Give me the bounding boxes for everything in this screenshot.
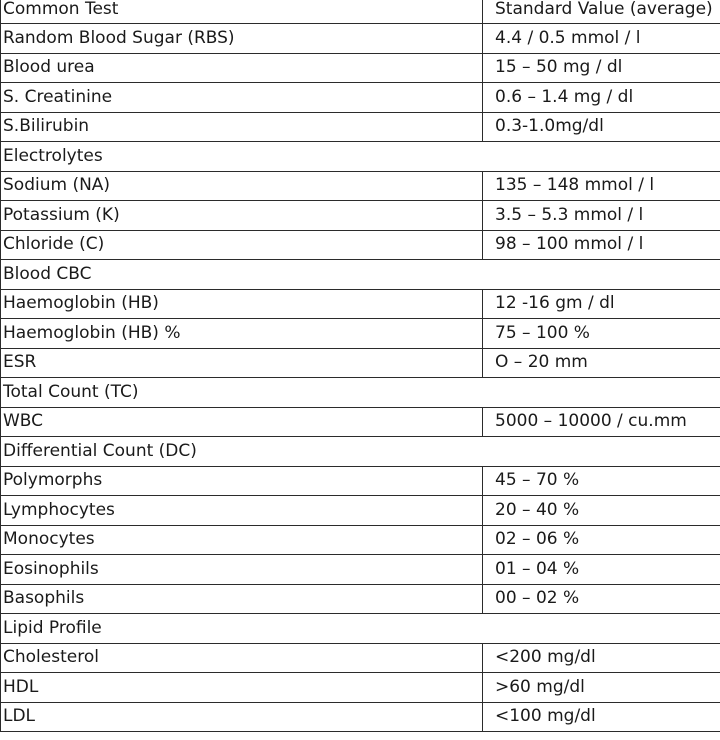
- section-label: Electrolytes: [1, 142, 720, 172]
- test-name-cell: HDL: [1, 673, 483, 703]
- table-row: [1, 702, 720, 732]
- test-name-cell: Haemoglobin (HB) %: [1, 319, 483, 349]
- section-row: [1, 260, 720, 290]
- test-name-cell: Haemoglobin (HB): [1, 289, 483, 319]
- header-common-test: Common Test: [1, 0, 483, 24]
- section-label: Lipid Profile: [1, 614, 720, 644]
- table-row: [1, 171, 720, 201]
- table-row: [1, 24, 720, 54]
- table-row: [1, 112, 720, 142]
- table-row: [1, 53, 720, 83]
- table-header-row: [1, 0, 720, 24]
- table-row: [1, 407, 720, 437]
- test-name-cell: S.Bilirubin: [1, 112, 483, 142]
- table-row: [1, 230, 720, 260]
- table-row: [1, 83, 720, 113]
- table-row: [1, 525, 720, 555]
- standard-value-cell: 75 – 100 %: [483, 319, 720, 349]
- standard-value-cell: 135 – 148 mmol / l: [483, 171, 720, 201]
- test-name-cell: LDL: [1, 702, 483, 732]
- standard-value-cell: 98 – 100 mmol / l: [483, 230, 720, 260]
- standard-value-cell: 45 – 70 %: [483, 466, 720, 496]
- standard-value-cell: 3.5 – 5.3 mmol / l: [483, 201, 720, 231]
- section-row: [1, 378, 720, 408]
- standard-value-cell: 12 -16 gm / dl: [483, 289, 720, 319]
- table-body: [1, 24, 720, 732]
- table-row: [1, 466, 720, 496]
- table-row: [1, 289, 720, 319]
- test-name-cell: Blood urea: [1, 53, 483, 83]
- test-name-cell: Cholesterol: [1, 643, 483, 673]
- test-name-cell: Random Blood Sugar (RBS): [1, 24, 483, 54]
- header-standard-value: Standard Value (average): [483, 0, 720, 24]
- table-row: [1, 348, 720, 378]
- test-name-cell: Lymphocytes: [1, 496, 483, 526]
- test-name-cell: Polymorphs: [1, 466, 483, 496]
- test-name-cell: Monocytes: [1, 525, 483, 555]
- test-name-cell: Basophils: [1, 584, 483, 614]
- standard-value-cell: 01 – 04 %: [483, 555, 720, 585]
- standard-value-cell: 5000 – 10000 / cu.mm: [483, 407, 720, 437]
- section-row: [1, 437, 720, 467]
- standard-value-cell: 0.6 – 1.4 mg / dl: [483, 83, 720, 113]
- standard-value-cell: >60 mg/dl: [483, 673, 720, 703]
- table-row: [1, 496, 720, 526]
- table-row: [1, 643, 720, 673]
- section-label: Differential Count (DC): [1, 437, 720, 467]
- section-label: Total Count (TC): [1, 378, 720, 408]
- test-name-cell: Potassium (K): [1, 201, 483, 231]
- test-name-cell: ESR: [1, 348, 483, 378]
- standard-value-cell: 02 – 06 %: [483, 525, 720, 555]
- test-name-cell: WBC: [1, 407, 483, 437]
- standard-value-cell: 4.4 / 0.5 mmol / l: [483, 24, 720, 54]
- table-row: [1, 584, 720, 614]
- standard-value-cell: <200 mg/dl: [483, 643, 720, 673]
- section-row: [1, 614, 720, 644]
- section-label: Blood CBC: [1, 260, 720, 290]
- table-row: [1, 201, 720, 231]
- test-name-cell: S. Creatinine: [1, 83, 483, 113]
- standard-value-cell: 00 – 02 %: [483, 584, 720, 614]
- standard-value-cell: 0.3-1.0mg/dl: [483, 112, 720, 142]
- standard-value-cell: 20 – 40 %: [483, 496, 720, 526]
- table-row: [1, 319, 720, 349]
- test-name-cell: Eosinophils: [1, 555, 483, 585]
- standard-value-cell: <100 mg/dl: [483, 702, 720, 732]
- standard-value-cell: O – 20 mm: [483, 348, 720, 378]
- test-name-cell: Chloride (C): [1, 230, 483, 260]
- table-row: [1, 555, 720, 585]
- standard-value-cell: 15 – 50 mg / dl: [483, 53, 720, 83]
- table-row: [1, 673, 720, 703]
- test-name-cell: Sodium (NA): [1, 171, 483, 201]
- section-row: [1, 142, 720, 172]
